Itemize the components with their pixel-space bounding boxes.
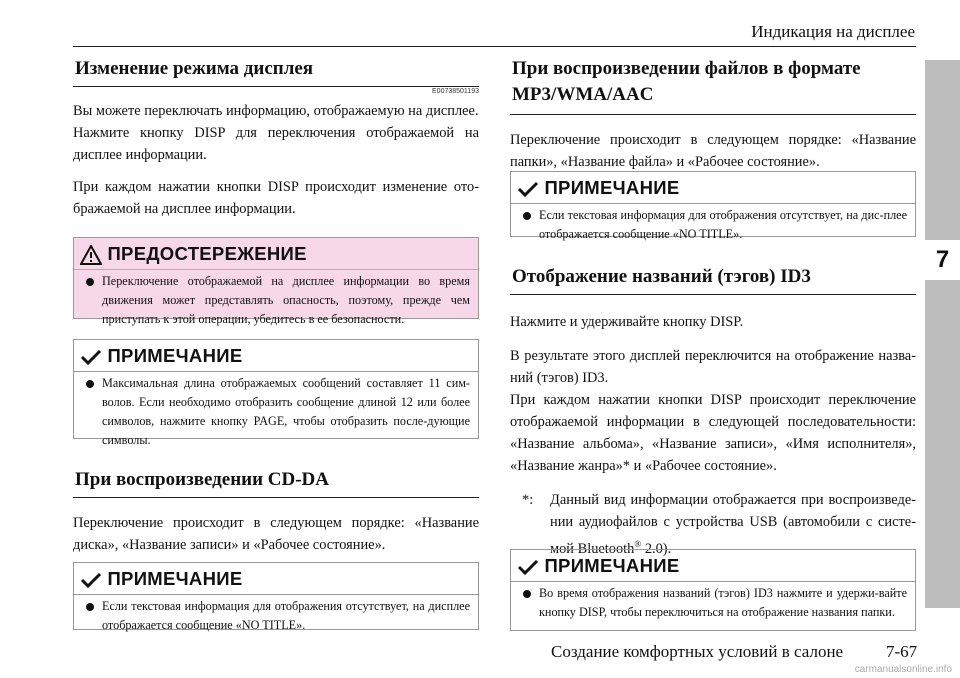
document-code: E00738501193	[432, 88, 479, 95]
section-id3	[510, 264, 916, 560]
bullet-icon	[86, 278, 94, 286]
note-text: Максимальная длина отображаемых сообщений составляет 11 сим-волов. Если необходимо отобразить сообщение длиной 12 или более символов, нажмите кнопку PAGE, чтобы отобразить после-дующие символы.	[102, 376, 470, 447]
footnote-mark: *:	[522, 492, 534, 508]
paragraph: Нажмите и удерживайте кнопку DISP.	[510, 314, 744, 330]
bullet-icon	[523, 212, 531, 220]
chapter-side-tab	[925, 60, 960, 608]
caution-heading: ПРЕДОСТЕРЕЖЕНИЕ	[107, 243, 307, 264]
pencil-check-icon	[517, 177, 544, 198]
caution-box	[73, 237, 479, 326]
note-box	[73, 562, 479, 630]
header-divider	[73, 46, 916, 47]
pencil-check-icon	[80, 568, 107, 589]
paragraph: При каждом нажатии кнопки DISP происходит переключение отображаемой информации в следующей последовательности: «Название альбома», «Название записи», «Имя исполнителя», «Название жанра»* и «Рабочее состояние».	[510, 392, 916, 474]
section-title-mp3-line1: При воспроизведении файлов в формате	[512, 58, 861, 79]
paragraph: При каждом нажатии кнопки DISP происходит изменение ото-бражаемой на дисплее информации.	[73, 179, 479, 217]
bullet-icon	[86, 380, 94, 388]
note-body	[511, 581, 915, 628]
note-box	[510, 549, 916, 631]
note-heading: ПРИМЕЧАНИЕ	[107, 345, 243, 366]
note-body	[511, 203, 915, 250]
section-rule	[73, 86, 479, 87]
paragraph: Переключение происходит в следующем порядке: «Название папки», «Название файла» и «Рабочее состояние».	[510, 132, 916, 170]
note-box	[510, 171, 916, 241]
pencil-check-icon	[80, 345, 107, 366]
note-body	[74, 594, 478, 641]
section-rule	[510, 114, 916, 115]
caution-body	[74, 269, 478, 335]
footnote-text: Данный вид информации отображается при воспроизведе-нии аудиофайлов с устройства USB (автомобили с систе-мой Bluetooth	[550, 492, 916, 557]
note-box	[73, 339, 479, 447]
note-text: Если текстовая информация для отображения отсутствует, на дисплее отображается сообщение «NO TITLE».	[102, 599, 470, 632]
section-title-id3: Отображение названий (тэгов) ID3	[512, 266, 811, 287]
paragraph: Вы можете переключать информацию, отображаемую на дисплее.	[73, 103, 479, 119]
section-display-mode	[73, 56, 479, 220]
section-title-display-mode: Изменение режима дисплея	[75, 58, 314, 79]
note-heading: ПРИМЕЧАНИЕ	[544, 177, 680, 198]
paragraph: В результате этого дисплей переключится на отображение назва-ний (тэгов) ID3.	[510, 348, 916, 386]
caution-text: Переключение отображаемой на дисплее информации во время движения может представлять опасность, поэтому, прежде чем приступать к этой операции, убедитесь в ее безопасности.	[102, 274, 470, 326]
paragraph: Переключение происходит в следующем порядке: «Название диска», «Название записи» и «Рабочее состояние».	[73, 515, 479, 553]
paragraph: Нажмите кнопку DISP для переключения отображаемой на дисплее информации.	[73, 125, 479, 163]
note-body	[74, 371, 478, 456]
bullet-icon	[523, 590, 531, 598]
footnote-end: 2.0).	[641, 540, 672, 557]
section-rule	[73, 497, 479, 498]
watermark: carmanualsonline.info	[854, 664, 952, 675]
chapter-number: 7	[935, 246, 950, 273]
section-title-mp3-line2: MP3/WMA/AAC	[512, 84, 654, 105]
caution-heading-row	[74, 238, 478, 269]
note-text: Если текстовая информация для отображения отсутствует, на дис-плее отображается сообщение «NO TITLE».	[539, 208, 907, 241]
note-heading-row	[511, 172, 915, 203]
warning-triangle-icon	[80, 243, 107, 264]
note-heading: ПРИМЕЧАНИЕ	[107, 568, 243, 589]
section-mp3	[510, 56, 916, 173]
section-cd-da	[73, 467, 479, 556]
page-header-title: Индикация на дисплее	[751, 22, 915, 41]
note-heading-row	[74, 340, 478, 371]
note-heading: ПРИМЕЧАНИЕ	[544, 555, 680, 576]
note-heading-row	[74, 563, 478, 594]
pencil-check-icon	[517, 555, 544, 576]
footer-section-title: Создание комфортных условий в салоне	[551, 642, 844, 661]
page-number: 7-67	[886, 642, 918, 661]
note-text: Во время отображения названий (тэгов) ID3 нажмите и удержи-вайте кнопку DISP, чтобы переключиться на отображение названия папки.	[539, 586, 907, 619]
bullet-icon	[86, 603, 94, 611]
section-title-cd-da: При воспроизведении CD-DA	[75, 469, 329, 490]
note-heading-row	[511, 550, 915, 581]
registered-mark: ®	[634, 539, 642, 549]
section-rule	[510, 294, 916, 295]
